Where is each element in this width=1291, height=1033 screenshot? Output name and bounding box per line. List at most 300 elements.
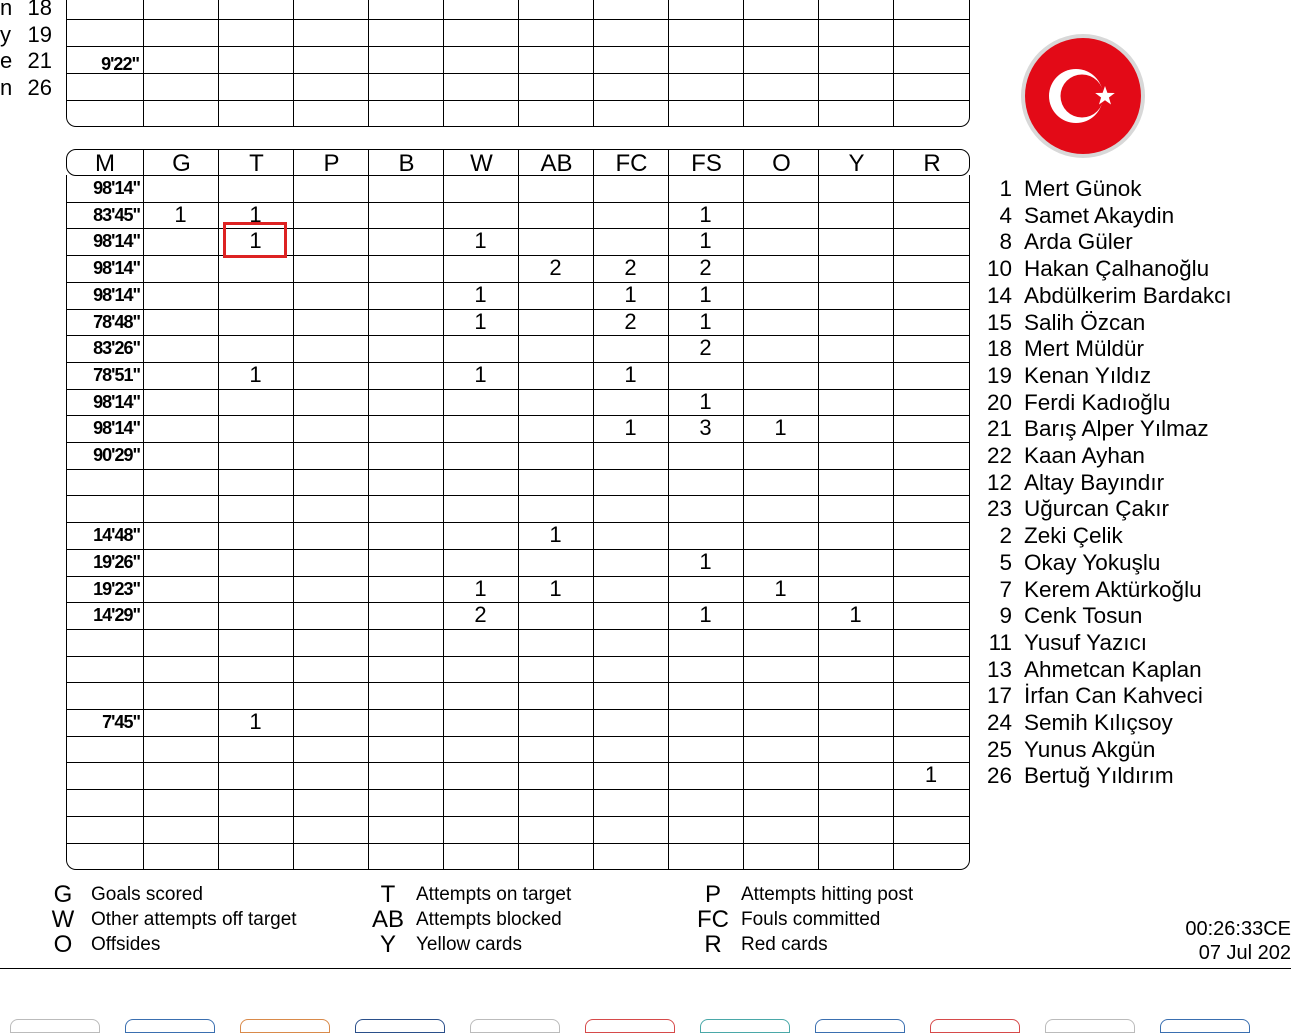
- roster-name: Abdülkerim Bardakcı: [1024, 282, 1232, 308]
- roster-number: 24: [986, 710, 1012, 735]
- stat-cell-fs: [668, 762, 743, 789]
- table-row: [67, 335, 969, 362]
- stat-cell-r: [893, 522, 969, 549]
- roster-name: Salih Özcan: [1024, 309, 1146, 335]
- table-row: [67, 282, 969, 309]
- table-row: [67, 442, 969, 469]
- stat-cell-b: [368, 602, 443, 629]
- minutes-cell: 14'48": [93, 525, 140, 546]
- table-row: [67, 736, 969, 763]
- roster-item: [980, 256, 1209, 283]
- stat-cell-p: [293, 629, 368, 656]
- stat-cell-b: [368, 255, 443, 282]
- stat-cell-y: [818, 389, 893, 416]
- stat-cell-fs: [668, 522, 743, 549]
- stat-cell-p: [293, 415, 368, 442]
- roster-number: 4: [999, 202, 1012, 228]
- minutes-cell: 14'29": [93, 605, 140, 626]
- roster-name: Yunus Akgün: [1024, 736, 1156, 762]
- stat-cell-b: [368, 736, 443, 763]
- stat-cell-w: [443, 629, 518, 656]
- stat-cell-t: [218, 629, 293, 656]
- roster-name: İrfan Can Kahveci: [1024, 683, 1203, 709]
- roster-name: Kaan Ayhan: [1024, 443, 1145, 468]
- stat-cell-p: [293, 495, 368, 522]
- roster-name: Okay Yokuşlu: [1024, 549, 1161, 575]
- stat-cell-y: [818, 469, 893, 496]
- stat-cell-fs: 1: [699, 281, 712, 307]
- roster-name: Mert Müldür: [1024, 336, 1145, 362]
- stat-cell-fs: 1: [699, 228, 712, 254]
- table-row: [67, 228, 969, 255]
- stat-cell-o: [743, 762, 818, 789]
- stat-cell-b: [368, 495, 443, 522]
- stat-cell-y: 1: [849, 602, 862, 628]
- stat-cell-y: [818, 789, 893, 816]
- stat-cell-t: [218, 682, 293, 709]
- stat-cell-b: [368, 228, 443, 255]
- stat-cell-r: [893, 576, 969, 603]
- table-row: [67, 522, 969, 549]
- stat-cell-ab: 1: [549, 522, 562, 548]
- bottom-tab[interactable]: [700, 1019, 790, 1033]
- stat-cell-t: 1: [249, 201, 262, 227]
- stat-cell-y: [818, 309, 893, 336]
- roster-number: 14: [986, 282, 1012, 308]
- stat-cell-p: [293, 175, 368, 202]
- stat-cell-y: [818, 362, 893, 389]
- stat-cell-w: 1: [474, 575, 487, 601]
- stat-cell-y: [818, 736, 893, 763]
- roster-name: Ahmetcan Kaplan: [1024, 656, 1202, 682]
- stat-cell-ab: [518, 843, 593, 870]
- stat-cell-g: [143, 843, 218, 870]
- bottom-tab[interactable]: [585, 1019, 675, 1033]
- roster-number: 9: [999, 603, 1012, 629]
- table-row: [67, 309, 969, 336]
- roster-name: Uğurcan Çakır: [1024, 496, 1170, 522]
- stat-cell-b: [368, 175, 443, 202]
- stat-cell-t: 1: [249, 361, 262, 387]
- roster-number: 26: [986, 763, 1012, 789]
- stat-cell-y: [818, 175, 893, 202]
- legend-code: P: [704, 881, 721, 908]
- stat-cell-g: [143, 576, 218, 603]
- roster-item: [980, 523, 1123, 550]
- stat-cell-r: [893, 335, 969, 362]
- minutes-cell: [67, 736, 143, 763]
- minutes-cell: [67, 682, 143, 709]
- stat-cell-b: [368, 415, 443, 442]
- minutes-cell: [67, 495, 143, 522]
- roster-item: [980, 390, 1170, 417]
- roster-item: [980, 657, 1202, 684]
- stat-cell-r: [893, 549, 969, 576]
- stat-cell-p: [293, 362, 368, 389]
- stat-cell-w: [443, 709, 518, 736]
- stat-cell-t: [218, 255, 293, 282]
- stat-cell-y: [818, 255, 893, 282]
- stat-cell-w: [443, 202, 518, 229]
- stat-cell-t: [218, 495, 293, 522]
- stat-cell-fs: [668, 495, 743, 522]
- minutes-cell: 90'29": [93, 445, 140, 465]
- stat-cell-fs: [668, 843, 743, 870]
- roster-number: 12: [986, 469, 1012, 495]
- stat-cell-fc: [593, 843, 668, 870]
- stat-cell-fs: 1: [699, 308, 712, 334]
- stat-cell-o: [743, 816, 818, 843]
- roster-name: Zeki Çelik: [1024, 523, 1123, 549]
- stat-cell-r: [893, 309, 969, 336]
- stat-cell-p: [293, 576, 368, 603]
- stat-cell-fs: [668, 576, 743, 603]
- roster-item: [980, 763, 1174, 790]
- stat-cell-o: [743, 629, 818, 656]
- stat-cell-o: 1: [774, 575, 787, 601]
- stat-cell-g: [143, 389, 218, 416]
- minutes-cell: 19'23": [93, 578, 140, 599]
- top-row-time: 9'22": [101, 54, 139, 75]
- stat-cell-t: [218, 843, 293, 870]
- bottom-tab[interactable]: [240, 1019, 330, 1033]
- legend-text: Attempts on target: [416, 884, 572, 905]
- stat-cell-w: [443, 415, 518, 442]
- stat-cell-ab: [518, 202, 593, 229]
- stat-cell-fc: 1: [624, 281, 637, 307]
- stat-cell-fc: [593, 175, 668, 202]
- stat-cell-fs: [668, 629, 743, 656]
- stat-cell-ab: [518, 282, 593, 309]
- stat-cell-g: [143, 602, 218, 629]
- header-g: G: [143, 150, 219, 175]
- stat-cell-p: [293, 228, 368, 255]
- legend-code: W: [51, 906, 75, 933]
- stat-cell-w: [443, 522, 518, 549]
- stat-cell-o: [743, 549, 818, 576]
- table-row: [67, 656, 969, 683]
- stat-cell-w: [443, 736, 518, 763]
- stat-cell-y: [818, 415, 893, 442]
- stat-cell-o: [743, 709, 818, 736]
- top-row-number: 26: [27, 75, 52, 101]
- table-row: [67, 816, 969, 843]
- roster-item: [980, 310, 1145, 337]
- stat-cell-p: [293, 389, 368, 416]
- roster-item: [980, 443, 1145, 470]
- minutes-cell: [67, 789, 143, 816]
- stat-cell-ab: [518, 789, 593, 816]
- stat-cell-w: [443, 175, 518, 202]
- legend-text: Goals scored: [91, 884, 203, 905]
- table-row: [67, 602, 969, 629]
- stat-cell-ab: [518, 736, 593, 763]
- legend-text: Other attempts off target: [91, 909, 297, 930]
- stat-cell-g: [143, 309, 218, 336]
- stat-cell-r: [893, 282, 969, 309]
- roster-item: [980, 203, 1174, 230]
- stat-cell-t: [218, 762, 293, 789]
- roster-item: [980, 229, 1133, 256]
- stat-cell-w: [443, 656, 518, 683]
- footer-date: 07 Jul 202: [1198, 942, 1291, 964]
- minutes-cell: 78'51": [93, 364, 140, 385]
- stat-cell-g: [143, 282, 218, 309]
- stat-cell-fc: [593, 549, 668, 576]
- stat-cell-w: [443, 816, 518, 843]
- stat-cell-fs: [668, 656, 743, 683]
- stat-cell-w: [443, 682, 518, 709]
- top-row-label: n: [0, 0, 13, 20]
- bottom-tab[interactable]: [10, 1019, 100, 1033]
- stat-cell-fc: [593, 442, 668, 469]
- stat-cell-fc: [593, 629, 668, 656]
- stat-cell-g: [143, 762, 218, 789]
- stat-cell-b: [368, 309, 443, 336]
- legend-code: Y: [379, 931, 396, 958]
- roster-item: [980, 630, 1147, 657]
- legend-text: Yellow cards: [416, 934, 522, 955]
- stat-cell-p: [293, 469, 368, 496]
- stat-cell-t: [218, 469, 293, 496]
- stat-cell-r: [893, 602, 969, 629]
- stat-cell-t: [218, 576, 293, 603]
- stat-cell-g: [143, 549, 218, 576]
- footer-divider: [0, 968, 1291, 969]
- stat-cell-r: [893, 175, 969, 202]
- stat-cell-o: [743, 736, 818, 763]
- stat-cell-fs: 2: [699, 255, 712, 281]
- bottom-tab[interactable]: [815, 1019, 905, 1033]
- stat-cell-b: [368, 576, 443, 603]
- minutes-cell: 98'14": [93, 284, 140, 305]
- roster-number: 10: [986, 256, 1012, 282]
- stat-cell-t: [218, 282, 293, 309]
- table-row: [67, 362, 969, 389]
- stat-cell-y: [818, 843, 893, 870]
- header-ab: AB: [518, 150, 594, 175]
- stat-cell-y: [818, 762, 893, 789]
- header-t: T: [218, 150, 294, 175]
- stat-cell-p: [293, 202, 368, 229]
- stat-cell-b: [368, 629, 443, 656]
- stat-cell-o: [743, 175, 818, 202]
- minutes-cell: 98'14": [93, 258, 140, 279]
- stat-cell-r: [893, 255, 969, 282]
- roster-name: Kerem Aktürkoğlu: [1024, 576, 1202, 602]
- stat-cell-o: [743, 682, 818, 709]
- table-row: [67, 789, 969, 816]
- stat-cell-r: [893, 789, 969, 816]
- stat-cell-ab: [518, 709, 593, 736]
- stat-cell-b: [368, 522, 443, 549]
- header-fc: FC: [593, 150, 669, 175]
- stat-cell-g: [143, 495, 218, 522]
- roster-item: [980, 710, 1173, 737]
- stat-cell-y: [818, 816, 893, 843]
- top-row-label: y: [0, 21, 11, 47]
- stat-cell-w: 1: [474, 228, 487, 254]
- header-w: W: [443, 150, 519, 175]
- roster-item: [980, 737, 1155, 764]
- stat-cell-r: [893, 469, 969, 496]
- bottom-tab[interactable]: [1045, 1019, 1135, 1033]
- minutes-cell: 78'48": [93, 311, 140, 332]
- roster-number: 7: [999, 576, 1012, 602]
- stat-cell-w: [443, 335, 518, 362]
- stat-cell-o: [743, 335, 818, 362]
- stat-cell-fc: [593, 736, 668, 763]
- stat-cell-y: [818, 335, 893, 362]
- stat-cell-p: [293, 736, 368, 763]
- stat-cell-y: [818, 282, 893, 309]
- stat-cell-g: [143, 415, 218, 442]
- roster-item: [980, 577, 1202, 604]
- stat-cell-b: [368, 656, 443, 683]
- stat-cell-fc: [593, 522, 668, 549]
- stat-cell-p: [293, 602, 368, 629]
- stat-cell-fc: 2: [624, 255, 637, 281]
- stat-cell-r: [893, 843, 969, 870]
- stat-cell-r: [893, 389, 969, 416]
- minutes-cell: [67, 469, 143, 496]
- stat-cell-g: [143, 228, 218, 255]
- stat-cell-g: [143, 656, 218, 683]
- table-row: [67, 175, 969, 202]
- stat-cell-fc: [593, 789, 668, 816]
- stat-cell-r: [893, 816, 969, 843]
- stat-cell-fc: [593, 682, 668, 709]
- stats-header-row: [66, 149, 970, 176]
- bottom-tab[interactable]: [470, 1019, 560, 1033]
- legend-text: Attempts hitting post: [741, 884, 914, 905]
- stat-cell-fs: [668, 362, 743, 389]
- roster-name: Samet Akaydin: [1024, 202, 1175, 228]
- stat-cell-o: [743, 442, 818, 469]
- stat-cell-o: [743, 389, 818, 416]
- stat-cell-p: [293, 656, 368, 683]
- stat-cell-b: [368, 549, 443, 576]
- stat-cell-ab: [518, 656, 593, 683]
- stat-cell-b: [368, 202, 443, 229]
- stat-cell-w: [443, 549, 518, 576]
- stat-cell-fc: [593, 762, 668, 789]
- grid-line: [67, 19, 969, 20]
- stat-cell-fs: [668, 789, 743, 816]
- legend-code: O: [53, 931, 73, 958]
- roster-item: [980, 363, 1151, 390]
- stat-cell-p: [293, 255, 368, 282]
- stat-cell-r: [893, 202, 969, 229]
- minutes-cell: 7'45": [102, 712, 140, 732]
- table-row: [67, 415, 969, 442]
- stat-cell-r: [893, 682, 969, 709]
- stat-cell-ab: [518, 442, 593, 469]
- stat-cell-o: [743, 255, 818, 282]
- stat-cell-r: [893, 442, 969, 469]
- stat-cell-ab: [518, 495, 593, 522]
- footer-timestamp: [1150, 917, 1291, 965]
- stat-cell-g: [143, 816, 218, 843]
- stat-cell-g: [143, 736, 218, 763]
- roster-item: [980, 336, 1144, 363]
- stat-cell-g: [143, 442, 218, 469]
- stat-cell-w: [443, 255, 518, 282]
- bottom-tab[interactable]: [355, 1019, 445, 1033]
- stat-cell-g: [143, 682, 218, 709]
- header-m: M: [95, 150, 115, 177]
- stat-cell-o: [743, 495, 818, 522]
- stat-cell-r: [893, 709, 969, 736]
- header-o: O: [743, 150, 819, 175]
- stat-cell-fc: [593, 228, 668, 255]
- stat-cell-ab: [518, 469, 593, 496]
- stat-cell-p: [293, 522, 368, 549]
- stat-cell-p: [293, 335, 368, 362]
- legend-code: R: [704, 931, 722, 958]
- bottom-tab[interactable]: [125, 1019, 215, 1033]
- stat-cell-fs: 3: [699, 415, 712, 441]
- stat-cell-t: [218, 309, 293, 336]
- minutes-cell: 83'45": [93, 204, 140, 225]
- stat-cell-r: [893, 495, 969, 522]
- stat-cell-y: [818, 442, 893, 469]
- roster-number: 19: [986, 362, 1012, 388]
- stat-cell-o: [743, 282, 818, 309]
- minutes-cell: [67, 629, 143, 656]
- stat-cell-fc: [593, 495, 668, 522]
- stat-cell-r: [893, 362, 969, 389]
- stat-cell-g: [143, 522, 218, 549]
- stat-cell-fc: [593, 469, 668, 496]
- stat-cell-g: [143, 362, 218, 389]
- grid-line: [67, 46, 969, 47]
- stat-cell-y: [818, 576, 893, 603]
- stat-cell-fs: [668, 709, 743, 736]
- stat-cell-y: [818, 228, 893, 255]
- stat-cell-y: [818, 495, 893, 522]
- turkey-flag-icon: [1020, 33, 1146, 159]
- stat-cell-fs: 2: [699, 335, 712, 361]
- bottom-tab[interactable]: [1160, 1019, 1250, 1033]
- roster-item: [980, 416, 1209, 443]
- top-row-number: 21: [27, 48, 52, 74]
- stat-cell-ab: [518, 175, 593, 202]
- stat-cell-g: [143, 255, 218, 282]
- grid-line: [67, 100, 969, 101]
- stat-cell-t: [218, 415, 293, 442]
- stat-cell-fc: 2: [624, 308, 637, 334]
- stat-cell-ab: [518, 816, 593, 843]
- minutes-cell: 98'14": [93, 231, 140, 252]
- roster-item: [980, 496, 1169, 523]
- table-row: [67, 469, 969, 496]
- stat-cell-fc: 1: [624, 415, 637, 441]
- top-partial-table: [66, 0, 970, 127]
- stat-cell-r: [893, 736, 969, 763]
- stat-cell-fs: [668, 469, 743, 496]
- bottom-tab[interactable]: [930, 1019, 1020, 1033]
- stats-grid: [66, 175, 970, 870]
- stat-cell-g: [143, 335, 218, 362]
- legend-text: Fouls committed: [741, 909, 881, 930]
- stat-cell-g: [143, 789, 218, 816]
- stat-cell-fs: 1: [699, 388, 712, 414]
- roster-name: Barış Alper Yılmaz: [1024, 416, 1209, 442]
- stat-cell-ab: [518, 389, 593, 416]
- minutes-cell: 19'26": [93, 551, 140, 572]
- roster-number: 13: [986, 656, 1012, 682]
